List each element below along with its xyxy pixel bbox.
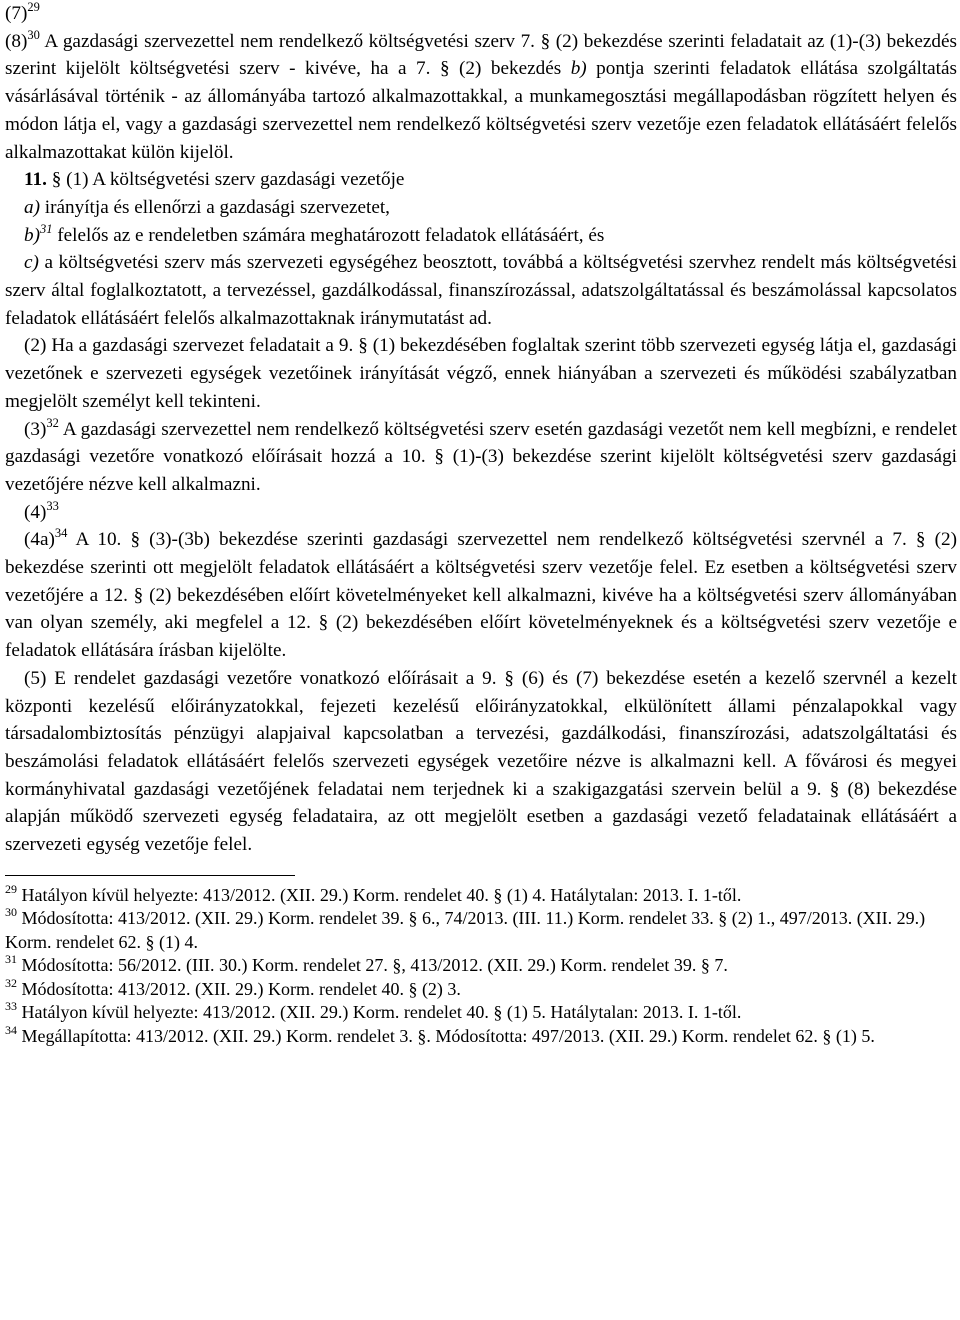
paragraph-text: A gazdasági szervezettel nem rendelkező költségvetési szerv esetén gazdasági vezetőt nem kell megbízni, e rendelet gazdasági vezetőre vonatkozó előírásait hozzá a 10. § (1)-(3) bekezdése szerint kijelölt költségvetési szerv gazdasági vezetőjére nézve kell alkalmazni.: [5, 418, 957, 495]
footnote-separator: [5, 875, 295, 876]
document-page: [5, 0, 957, 1048]
paragraph-text: A gazdasági szervezettel nem rendelkező költségvetési szerv 7. § (2) bekezdése szerinti feladatait az (1)-(3) bekezdés szerint kijelölt költségvetési szerv - kivéve, ha a 7. § (2) bekezdés: [5, 30, 957, 80]
point-text: irányítja és ellenőrzi a gazdasági szervezetet,: [39, 196, 390, 218]
paragraph-5: (5) E rendelet gazdasági vezetőre vonatkozó előírásait a 9. § (6) és (7) bekezdése esetén a kezelő szervnél a kezelt központi kezelésű előirányzatokkal, fejezeti kezelésű előirányzatokkal, elkülönített állami pénzalapokkal vagy társadalombiztosítás pénzügyi alapjaival kapcsolatban a tervezési, gazdálkodási, finanszírozási, adatszolgáltatási és beszámolási feladatok ellátásáért felelős szervezeti egységek vezetőire nézve is alkalmazni kell. A fővárosi és megyei kormányhivatal gazdasági vezetőjének feladatai nem terjednek ki a szakigazgatási szervein belül a 9. § (8) bekezdése alapján működő szervezeti egység feladataira, az ott megjelölt esetben a gazdasági vezető feladatainak ellátásáért a szervezeti egység vezetője felel.: [5, 667, 957, 856]
paragraph-4a: [5, 526, 957, 665]
paragraph-3: [5, 416, 957, 499]
paragraph-7: [5, 0, 957, 28]
point-text: a költségvetési szerv más szervezeti egységéhez beosztott, továbbá a költségvetési szervhez rendelt más költségvetési szerv által foglalkoztatott, a tervezéssel, gazdálkodással, finanszírozással, adatszolgáltatással és beszámolással kapcsolatos feladatok ellátásáért felelős alkalmazottaknak iránymutatást ad.: [5, 252, 957, 329]
footnote-item: [5, 975, 957, 1002]
footnote-item: [5, 954, 957, 978]
footnote-item: [5, 881, 957, 908]
paragraph-8: [5, 28, 957, 167]
footnote-text: Hatályon kívül helyezte: 413/2012. (XII. 29.) Korm. rendelet 40. § (1) 5. Hatálytalan: 2013. I. 1-től.: [17, 1002, 742, 1023]
paragraph-text: pontja szerinti feladatok ellátása szolgáltatás vásárlásával történik - az állományába tartozó alkalmazottakkal, a munkamegosztási megállapodásban rögzített helyen és módon látja el, vagy a gazdasági szervezettel nem rendelkező költségvetési szerv vezetője ezen feladatok ellátásáért felelős alkalmazottakat külön kijelöl.: [5, 58, 957, 163]
paragraph-label: (3): [24, 418, 47, 440]
footnote-text: Hatályon kívül helyezte: 413/2012. (XII. 29.) Korm. rendelet 40. § (1) 4. Hatálytalan: 2013. I. 1-től.: [17, 884, 742, 905]
point-a: [5, 194, 957, 222]
point-c: [5, 249, 957, 332]
section-number: 11.: [24, 169, 47, 191]
footnote-text: Megállapította: 413/2012. (XII. 29.) Korm. rendelet 3. §. Módosította: 497/2013. (XII. 29.) Korm. rendelet 62. § (1) 5.: [17, 1025, 875, 1046]
footnote-ref[interactable]: 29: [27, 0, 40, 14]
footnote-text: Módosította: 56/2012. (III. 30.) Korm. rendelet 27. §, 413/2012. (XII. 29.) Korm. rendelet 39. § 7.: [17, 955, 728, 976]
footnote-text: Módosította: 413/2012. (XII. 29.) Korm. rendelet 40. § (2) 3.: [17, 978, 461, 999]
point-text: felelős az e rendeletben számára meghatározott feladatok ellátásáért, és: [52, 224, 605, 246]
section-11-heading: [5, 166, 957, 194]
footnote-ref[interactable]: 34: [54, 526, 68, 541]
footnote-item: [5, 907, 957, 954]
paragraph-label: (7): [5, 3, 28, 24]
paragraph-2: (2) Ha a gazdasági szervezet feladatait a 9. § (1) bekezdésében foglaltak szerint több szervezeti egység látja el, gazdasági vezetőnek e szervezeti egységek vezetőinek irányítását végző, ennek hiányában a szervezeti és működési szabályzatban megjelölt személyt kell tekinteni.: [5, 335, 957, 412]
paragraph-text: A 10. § (3)-(3b) bekezdése szerinti gazdasági szervezettel nem rendelkező költségvetési szervnél a 7. § (2) bekezdése szerinti ott megjelölt feladatok ellátásáért a költségvetési szerv vezetője felel. Ez esetben a költségvetési szerv vezetőjére a 12. § (2) bekezdésében előírt követelményeket kell alkalmazni, kivéve ha a költségvetési szerv állományában van olyan személy, aki megfelel a 12. § (2) bekezdésében előírt követelményeknek és a költségvetési szerv vezetője e feladatok ellátására írásban kijelölte.: [5, 529, 957, 662]
footnote-item: [5, 1001, 957, 1025]
paragraph-label: (4): [24, 501, 47, 523]
point-b: [5, 222, 957, 250]
footnote-number: 29: [5, 881, 17, 896]
footnotes: [5, 881, 957, 1049]
footnote-ref[interactable]: 33: [46, 498, 59, 513]
footnote-number: 31: [5, 952, 17, 967]
point-label: a): [24, 196, 40, 218]
main-text: [5, 0, 957, 859]
paragraph-label: (4a): [24, 529, 55, 551]
footnote-number: 34: [5, 1022, 17, 1037]
footnote-ref[interactable]: 31: [39, 221, 53, 236]
footnote-text: Módosította: 413/2012. (XII. 29.) Korm. rendelet 39. § 6., 74/2013. (III. 11.) Korm. rendelet 33. § (2) 1., 497/2013. (XII. 29.) Korm. rendelet 62. § (1) 4.: [5, 908, 926, 952]
point-label: b): [570, 58, 587, 80]
footnote-ref[interactable]: 32: [46, 415, 59, 430]
paragraph-label: (8): [5, 30, 28, 52]
footnote-ref[interactable]: 30: [27, 27, 40, 42]
point-label: c): [24, 252, 39, 274]
footnote-item: [5, 1022, 957, 1049]
footnote-number: 30: [5, 905, 17, 920]
point-label: b): [24, 224, 40, 246]
section-text: § (1) A költségvetési szerv gazdasági vezetője: [46, 169, 405, 191]
footnote-number: 33: [5, 999, 17, 1014]
footnote-number: 32: [5, 975, 17, 990]
paragraph-4: [5, 499, 957, 527]
